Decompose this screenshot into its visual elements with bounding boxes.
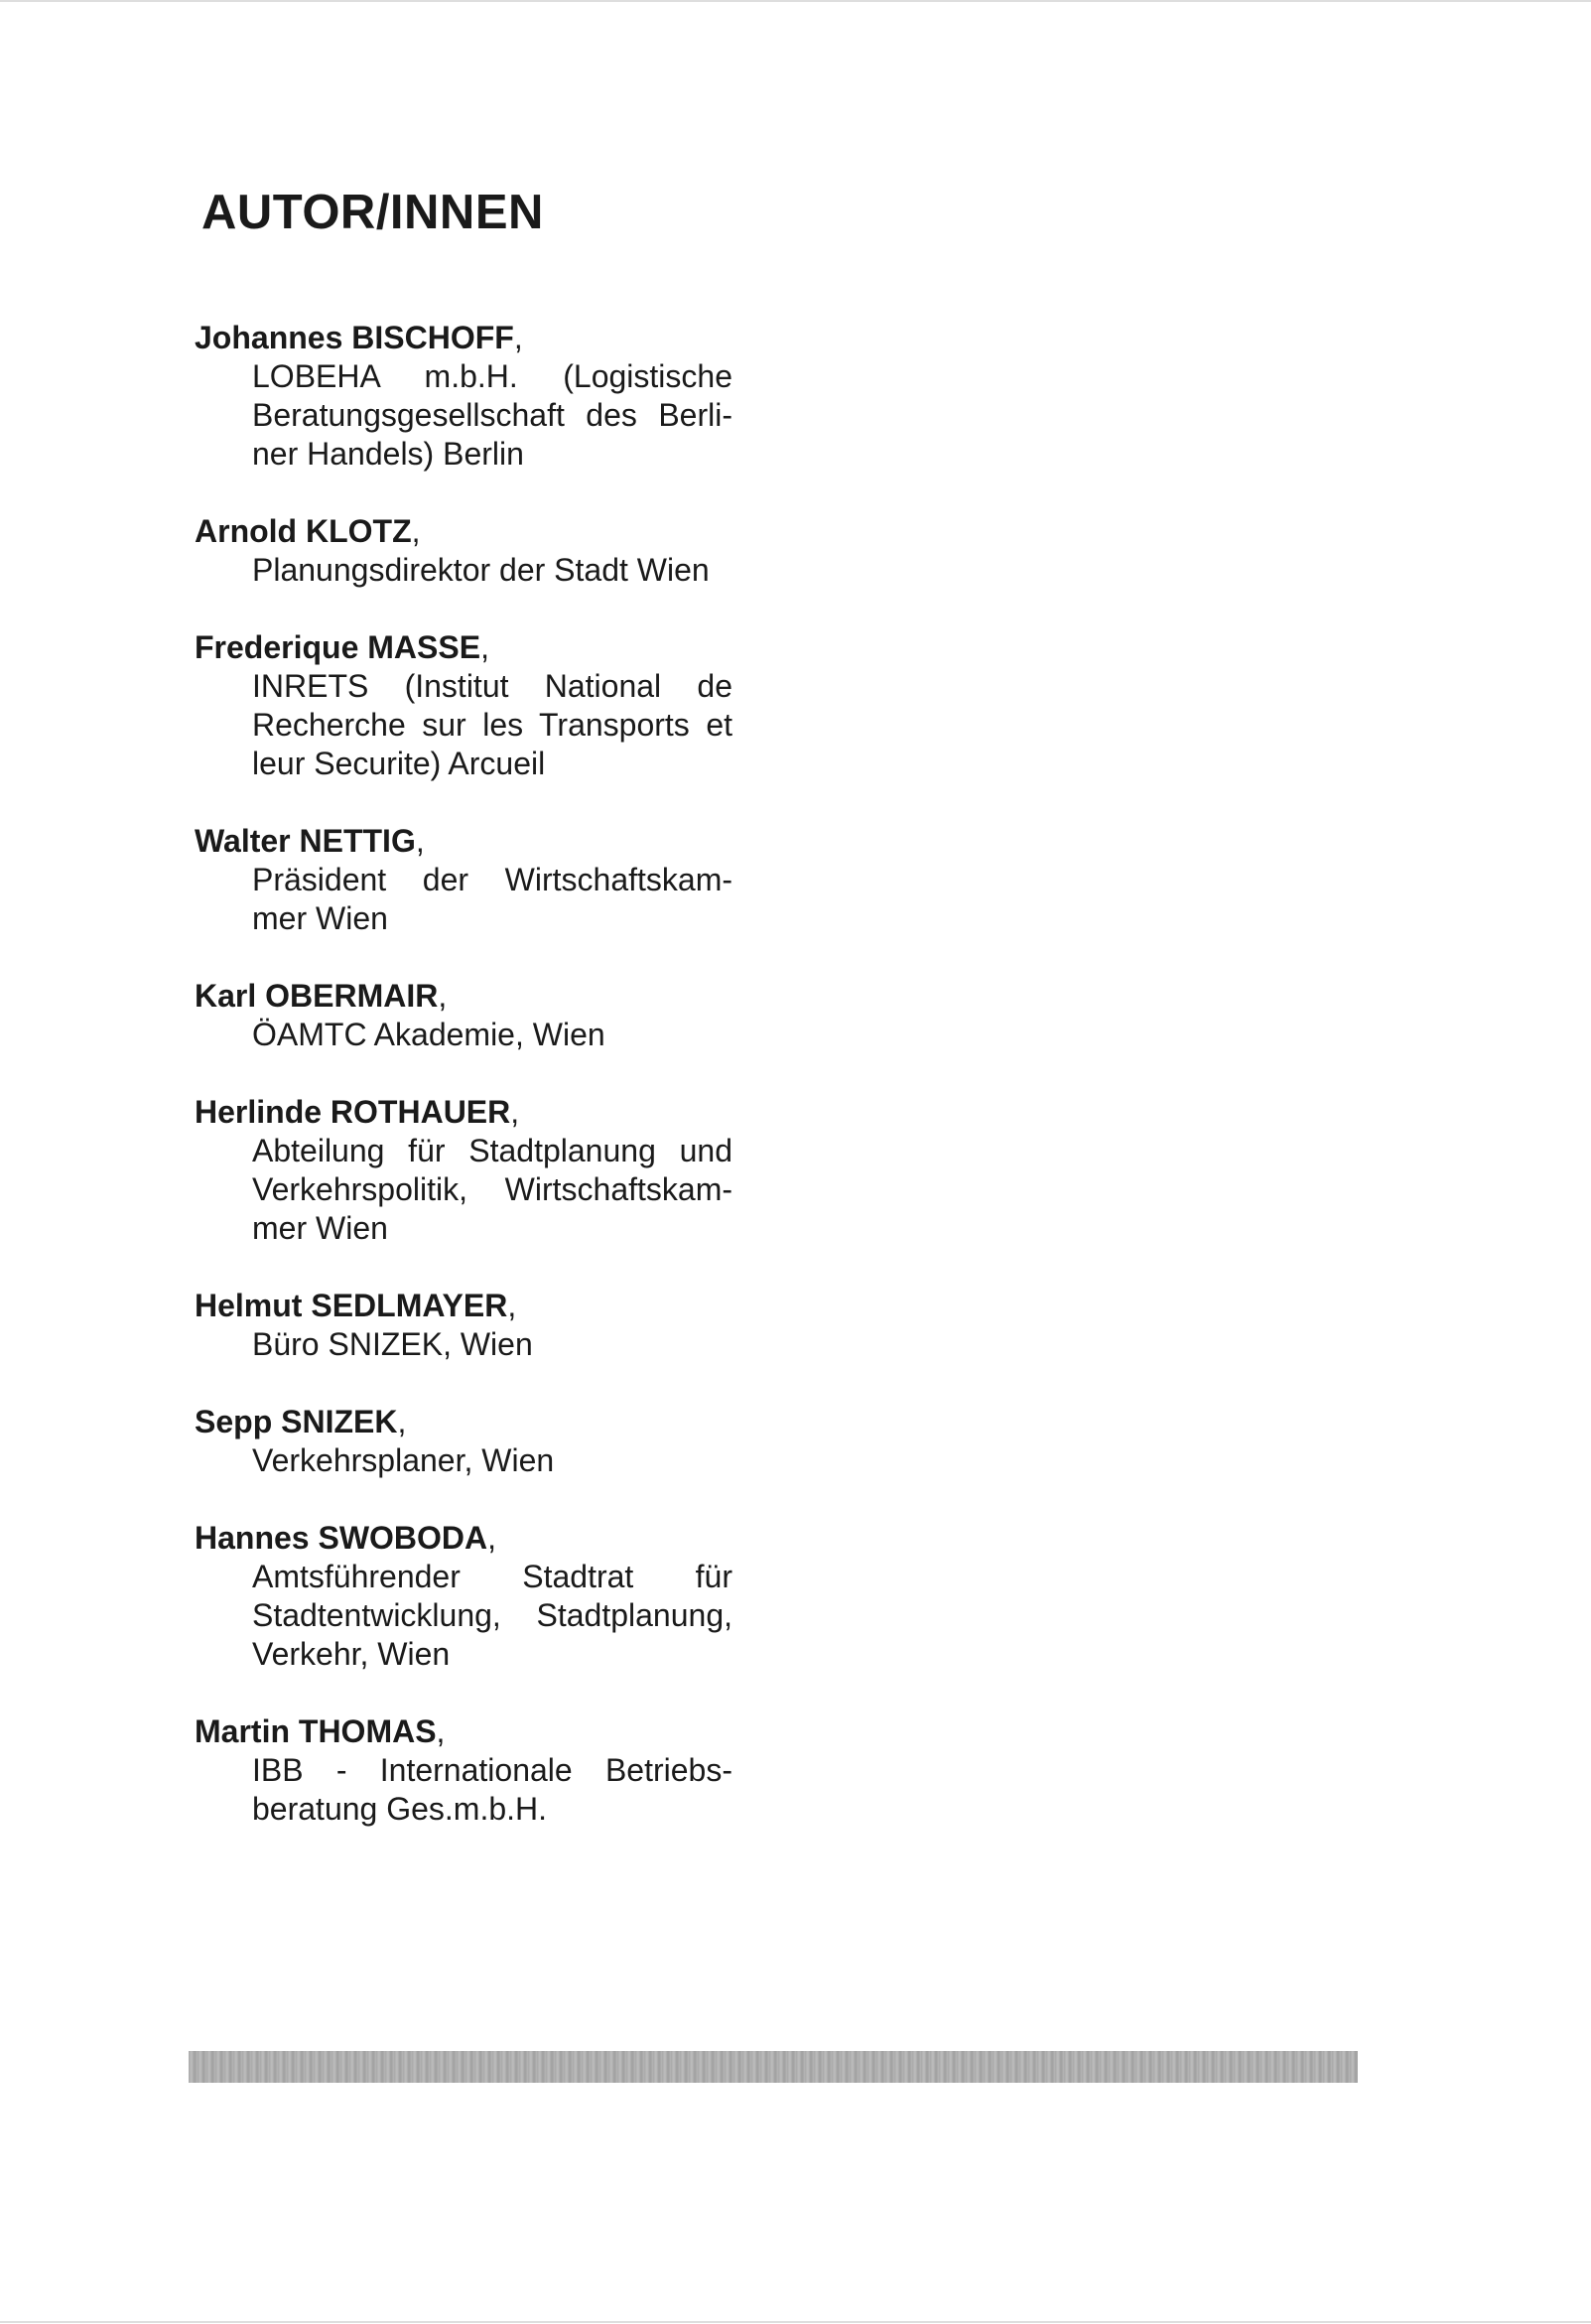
author-first-name: Herlinde bbox=[195, 1094, 323, 1130]
author-first-name: Helmut bbox=[195, 1288, 303, 1323]
author-name-comma: , bbox=[507, 1288, 517, 1323]
affiliation-line: beratung Ges.m.b.H. bbox=[252, 1791, 548, 1827]
author-name-comma: , bbox=[397, 1404, 407, 1439]
author-first-name: Karl bbox=[195, 978, 257, 1014]
author-list bbox=[195, 318, 750, 1866]
affiliation-line: Amtsführender Stadtrat für bbox=[252, 1559, 732, 1594]
author-first-name: Hannes bbox=[195, 1520, 310, 1556]
affiliation-line: Planungsdirektor der Stadt Wien bbox=[252, 552, 710, 588]
author-affiliation bbox=[252, 861, 732, 938]
author-last-name: OBERMAIR bbox=[265, 978, 439, 1014]
author-entry bbox=[195, 1092, 750, 1248]
author-entry bbox=[195, 1711, 750, 1829]
affiliation-line: LOBEHA m.b.H. (Logistische bbox=[252, 358, 732, 394]
author-name bbox=[195, 821, 750, 861]
affiliation-line: ÖAMTC Akademie, Wien bbox=[252, 1017, 605, 1052]
bottom-edge-line bbox=[0, 2321, 1591, 2323]
author-first-name: Martin bbox=[195, 1713, 290, 1749]
author-first-name: Johannes bbox=[195, 320, 343, 355]
author-last-name: ROTHAUER bbox=[330, 1094, 511, 1130]
affiliation-line: mer Wien bbox=[252, 900, 388, 936]
author-affiliation bbox=[252, 357, 732, 474]
author-last-name: SNIZEK bbox=[281, 1404, 398, 1439]
author-name-comma: , bbox=[415, 823, 425, 859]
author-entry bbox=[195, 1402, 750, 1480]
author-last-name: SWOBODA bbox=[318, 1520, 488, 1556]
affiliation-line: mer Wien bbox=[252, 1210, 388, 1246]
author-name-comma: , bbox=[487, 1520, 497, 1556]
author-affiliation bbox=[252, 1751, 732, 1829]
affiliation-line: Büro SNIZEK, Wien bbox=[252, 1326, 533, 1362]
affiliation-line: Beratungsgesellschaft des Berli- bbox=[252, 397, 732, 433]
author-first-name: Frederique bbox=[195, 629, 359, 665]
author-name-comma: , bbox=[436, 1713, 446, 1749]
author-last-name: NETTIG bbox=[299, 823, 416, 859]
author-entry bbox=[195, 511, 750, 590]
author-last-name: BISCHOFF bbox=[351, 320, 514, 355]
affiliation-line: ner Handels) Berlin bbox=[252, 436, 524, 472]
affiliation-line: Abteilung für Stadtplanung und bbox=[252, 1133, 732, 1168]
author-last-name: THOMAS bbox=[298, 1713, 437, 1749]
author-entry bbox=[195, 1518, 750, 1674]
author-affiliation bbox=[252, 667, 732, 783]
page-title: AUTOR/INNEN bbox=[201, 186, 544, 239]
affiliation-line: IBB - Internationale Betriebs- bbox=[252, 1752, 732, 1788]
author-name bbox=[195, 1092, 750, 1132]
author-affiliation bbox=[252, 1132, 732, 1248]
author-entry bbox=[195, 1286, 750, 1364]
author-first-name: Arnold bbox=[195, 513, 298, 549]
author-name-comma: , bbox=[438, 978, 448, 1014]
author-name bbox=[195, 511, 750, 551]
author-name bbox=[195, 1711, 750, 1751]
affiliation-line: Recherche sur les Transports et bbox=[252, 707, 732, 743]
author-first-name: Sepp bbox=[195, 1404, 273, 1439]
affiliation-line: leur Securite) Arcueil bbox=[252, 746, 546, 781]
affiliation-line: Stadtentwicklung, Stadtplanung, bbox=[252, 1597, 732, 1633]
author-affiliation bbox=[252, 1016, 732, 1054]
author-affiliation bbox=[252, 551, 732, 590]
author-entry bbox=[195, 821, 750, 938]
top-edge-line bbox=[0, 0, 1591, 2]
affiliation-line: Verkehr, Wien bbox=[252, 1636, 451, 1672]
author-last-name: SEDLMAYER bbox=[311, 1288, 508, 1323]
author-affiliation bbox=[252, 1325, 732, 1364]
author-entry bbox=[195, 976, 750, 1054]
author-last-name: MASSE bbox=[367, 629, 481, 665]
author-name-comma: , bbox=[510, 1094, 520, 1130]
affiliation-line: Verkehrspolitik, Wirtschaftskam- bbox=[252, 1171, 732, 1207]
author-name-comma: , bbox=[513, 320, 523, 355]
author-first-name: Walter bbox=[195, 823, 291, 859]
affiliation-line: Verkehrsplaner, Wien bbox=[252, 1442, 555, 1478]
author-name bbox=[195, 1286, 750, 1325]
author-name-comma: , bbox=[411, 513, 421, 549]
author-name bbox=[195, 318, 750, 357]
affiliation-line: INRETS (Institut National de bbox=[252, 668, 732, 704]
footer-bar bbox=[189, 2051, 1358, 2083]
author-name bbox=[195, 627, 750, 667]
author-name bbox=[195, 976, 750, 1016]
author-name-comma: , bbox=[480, 629, 489, 665]
author-last-name: KLOTZ bbox=[305, 513, 412, 549]
author-affiliation bbox=[252, 1441, 732, 1480]
affiliation-line: Präsident der Wirtschaftskam- bbox=[252, 862, 732, 897]
author-affiliation bbox=[252, 1558, 732, 1674]
author-name bbox=[195, 1402, 750, 1441]
author-name bbox=[195, 1518, 750, 1558]
author-entry bbox=[195, 318, 750, 474]
author-entry bbox=[195, 627, 750, 783]
